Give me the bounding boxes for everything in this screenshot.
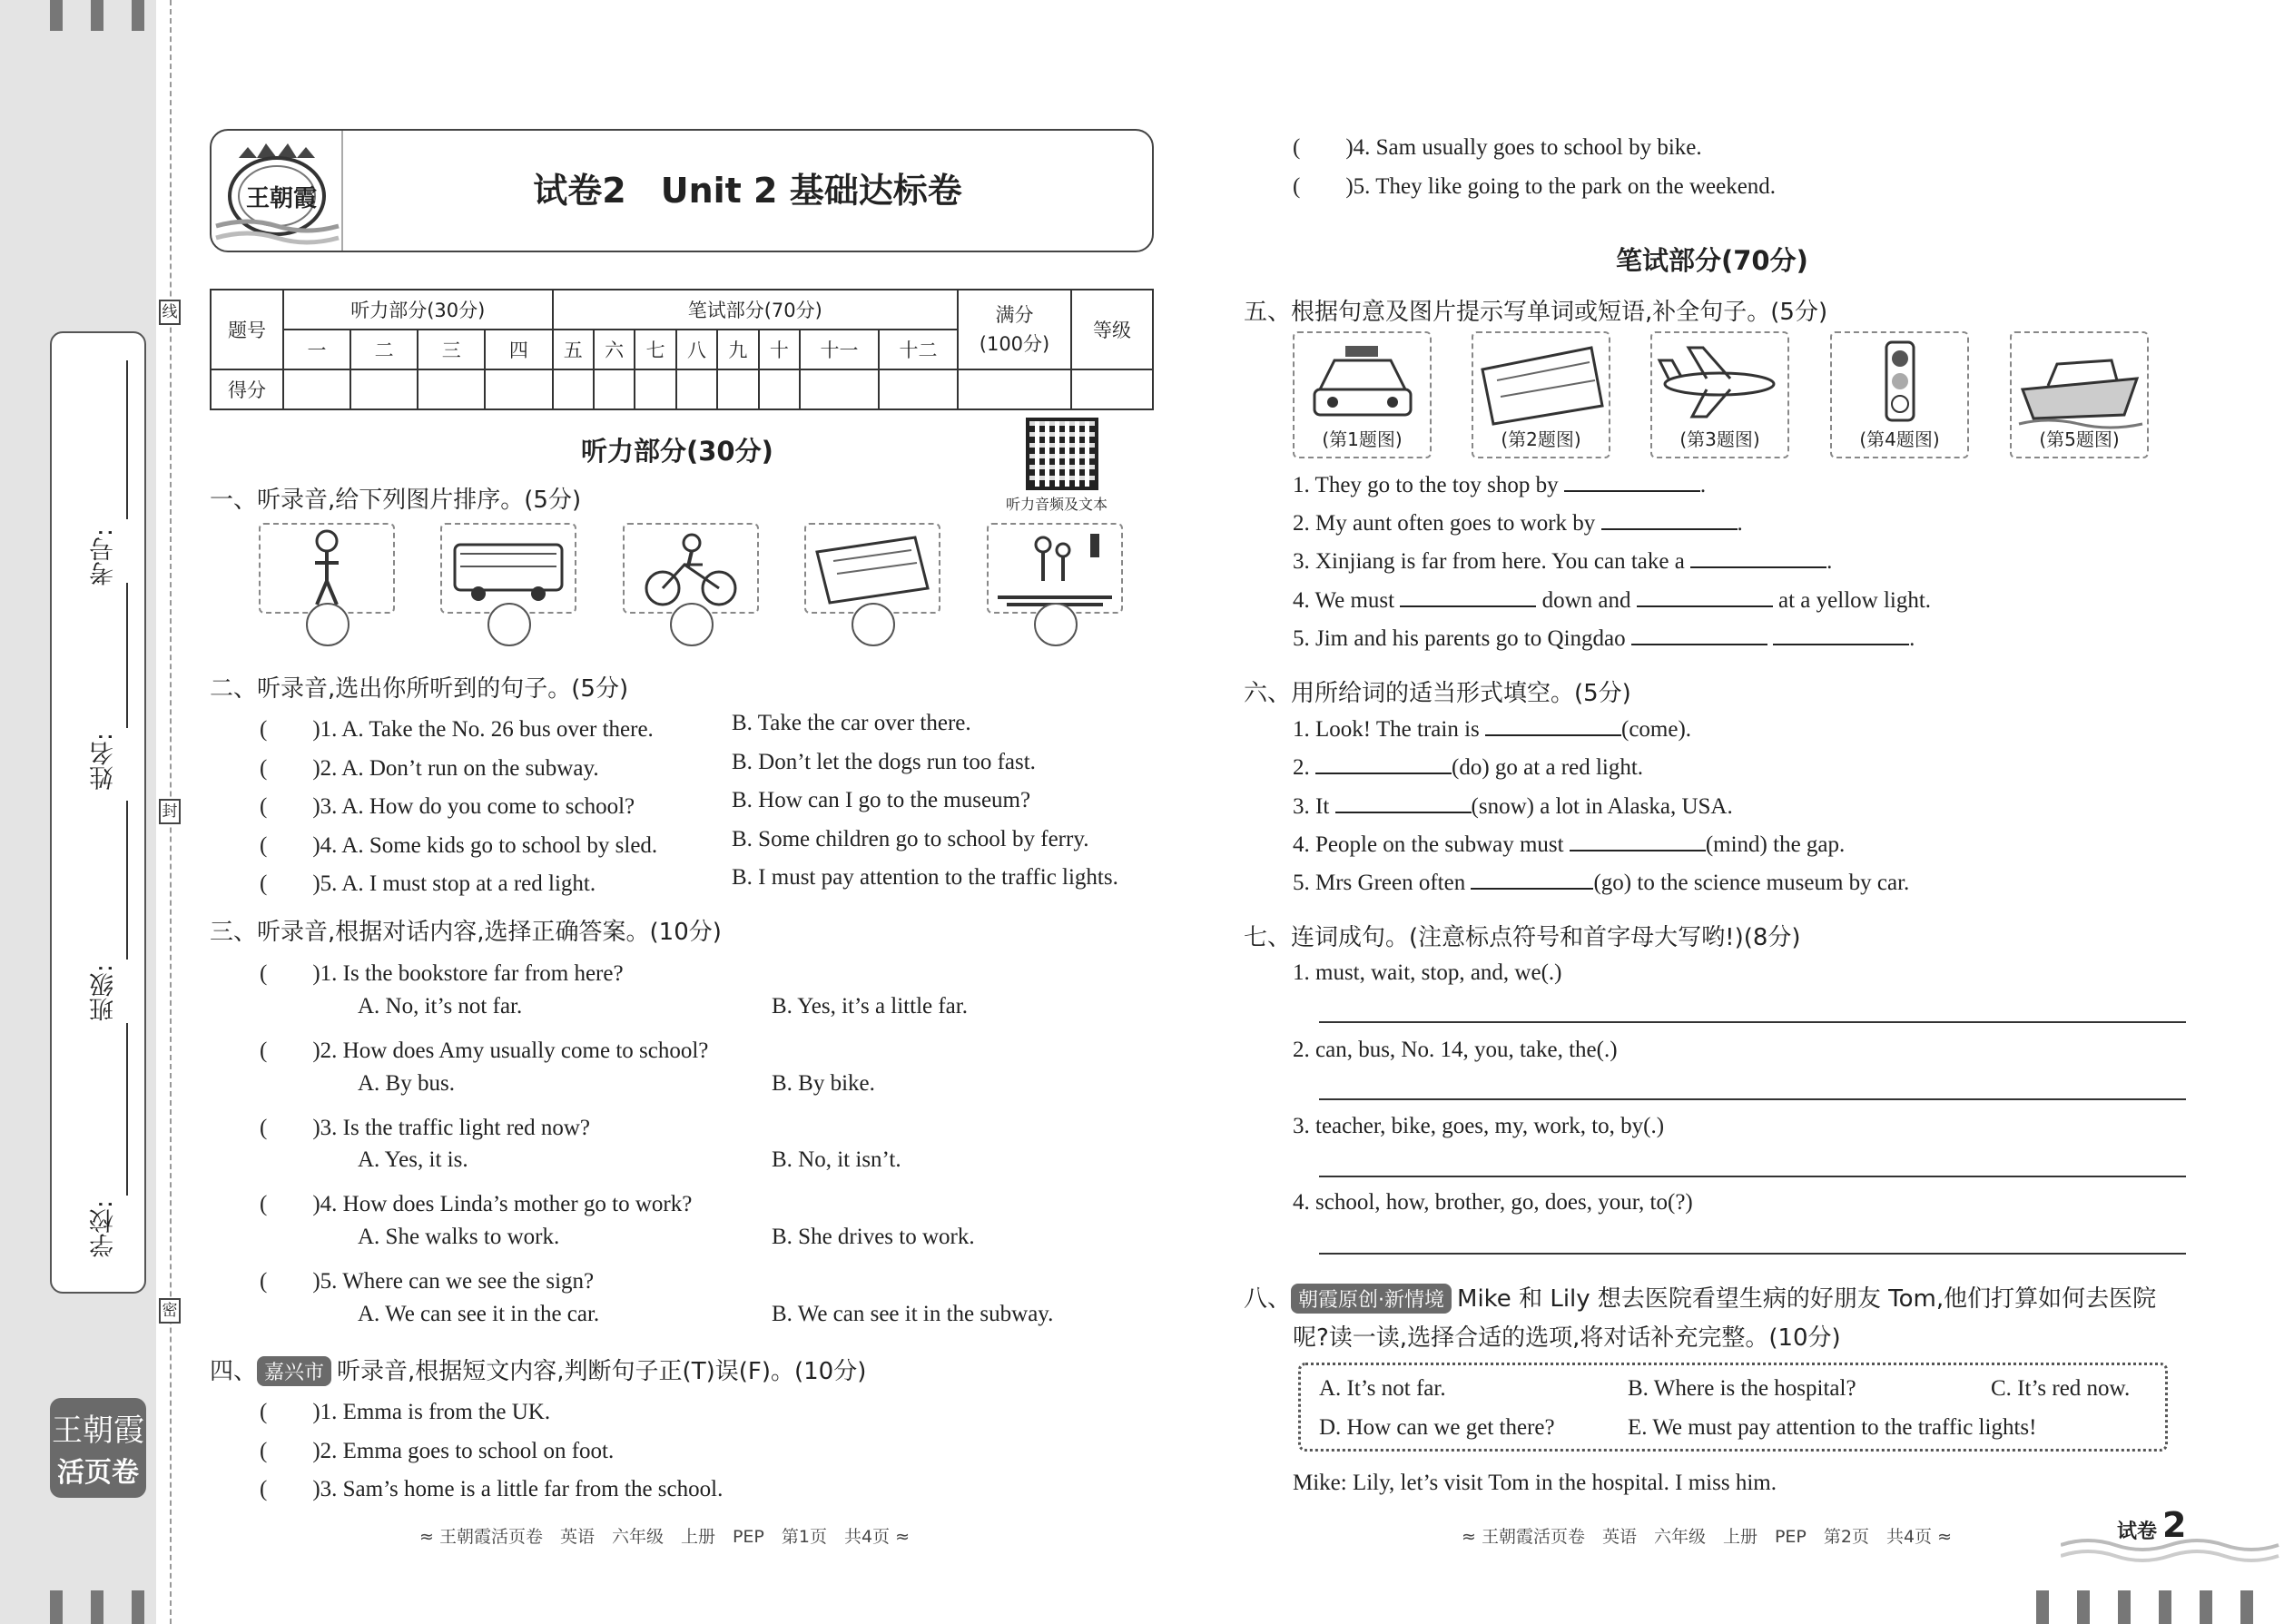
boy-walking-icon [259, 523, 395, 614]
subway-train-icon: (第2题图) [1472, 331, 1610, 458]
student-info-box [50, 331, 146, 1294]
s4-q5[interactable]: ( )5. They like going to the park on the weekend. [1293, 174, 1777, 199]
plane-icon: (第3题图) [1650, 331, 1789, 458]
s6-q5[interactable]: 5. Mrs Green often (go) to the science museum by car. [1293, 871, 1910, 895]
class-label: 班级: [90, 964, 118, 1022]
s6-q1[interactable]: 1. Look! The train is (come). [1293, 717, 1692, 742]
s3-q3-b: B. No, it isn’t. [772, 1147, 901, 1172]
s6-q4[interactable]: 4. People on the subway must (mind) the gap. [1293, 832, 1846, 857]
bus-icon [440, 523, 576, 614]
option-e: E. We must pay attention to the traffic lights! [1628, 1415, 2037, 1440]
order-circle-2[interactable] [487, 603, 531, 646]
page-badge: 试卷 2 [2061, 1509, 2294, 1563]
qr-code[interactable] [1026, 418, 1098, 490]
score-table: 题号 听力部分(30分) 笔试部分(70分) 满分 (100分) 等级 一 二 三 四 五 六 七 八 九 十 十一 十二 得分 [210, 289, 1154, 410]
s7-q1: 1. must, wait, stop, and, we(.) [1293, 960, 1562, 985]
order-circle-5[interactable] [1034, 603, 1078, 646]
s3-q5[interactable]: ( )5. Where can we see the sign? [260, 1269, 595, 1294]
name-label: 姓名: [90, 733, 118, 791]
footer-left: ≈ 王朝霞活页卷 英语 六年级 上册 PEP 第1页 共4页 ≈ [419, 1527, 911, 1547]
s2-q5[interactable]: ( )5. A. I must stop at a red light. [260, 871, 596, 896]
dialogue-line-1: Mike: Lily, let’s visit Tom in the hospital. I miss him. [1293, 1471, 1777, 1495]
s4-q3[interactable]: ( )3. Sam’s home is a little far from the school. [260, 1477, 724, 1501]
region-tag: 嘉兴市 [257, 1356, 331, 1386]
school-field[interactable] [126, 1023, 128, 1196]
s3-q4-b: B. She drives to work. [772, 1225, 975, 1249]
section-6-title: 六、用所给词的适当形式填空。(5分) [1244, 680, 1631, 707]
s2-q5-b: B. I must pay attention to the traffic lights. [732, 865, 1118, 890]
s7-q4-answer-line[interactable] [1319, 1253, 2186, 1255]
taxi-icon: (第1题图) [1293, 331, 1432, 458]
section-1-title: 一、听录音,给下列图片排序。(5分) [210, 487, 582, 514]
s7-q2: 2. can, bus, No. 14, you, take, the(.) [1293, 1038, 1618, 1062]
crossing-icon [987, 523, 1123, 614]
s7-q2-answer-line[interactable] [1319, 1098, 2186, 1100]
order-circle-4[interactable] [852, 603, 895, 646]
bike-icon [623, 523, 759, 614]
s3-q1-a: A. No, it’s not far. [358, 994, 523, 1019]
cut-mark-feng: 封 [159, 799, 181, 824]
listening-title: 听力部分(30分) [581, 436, 773, 467]
section-4-title: 四、 嘉兴市 听录音,根据短文内容,判断句子正(T)误(F)。(10分) [210, 1358, 867, 1385]
section-8-title-2: 呢?读一读,选择合适的选项,将对话补充完整。(10分) [1293, 1324, 1841, 1352]
s6-q3[interactable]: 3. It (snow) a lot in Alaska, USA. [1293, 794, 1733, 819]
order-circle-3[interactable] [670, 603, 714, 646]
exam-no-label: 考号: [90, 528, 118, 586]
section-3-title: 三、听录音,根据对话内容,选择正确答案。(10分) [210, 919, 722, 946]
options-box [1298, 1363, 2168, 1452]
s2-q2[interactable]: ( )2. A. Don’t run on the subway. [260, 756, 599, 781]
cut-mark-xian: 线 [159, 300, 181, 325]
subway-icon [804, 523, 940, 614]
qr-caption: 听力音频及文本 [1006, 496, 1108, 513]
s5-q2[interactable]: 2. My aunt often goes to work by . [1293, 511, 1743, 536]
s5-q5[interactable]: 5. Jim and his parents go to Qingdao . [1293, 626, 1915, 651]
s3-q2-a: A. By bus. [358, 1071, 455, 1096]
s7-q3: 3. teacher, bike, goes, my, work, to, by(.) [1293, 1114, 1665, 1138]
s2-q2-b: B. Don’t let the dogs run too fast. [732, 750, 1036, 774]
option-b: B. Where is the hospital? [1628, 1376, 1856, 1401]
s7-q1-answer-line[interactable] [1319, 1021, 2186, 1023]
class-field[interactable] [126, 801, 128, 960]
s3-q3[interactable]: ( )3. Is the traffic light red now? [260, 1116, 591, 1140]
ship-icon: (第5题图) [2010, 331, 2149, 458]
s3-q1-b: B. Yes, it’s a little far. [772, 994, 968, 1019]
name-field[interactable] [126, 583, 128, 728]
s3-q5-b: B. We can see it in the subway. [772, 1302, 1054, 1326]
s4-q4[interactable]: ( )4. Sam usually goes to school by bike. [1293, 135, 1702, 160]
brand-logo: 王朝霞 活页卷 [50, 1398, 146, 1498]
section-2-title: 二、听录音,选出你所听到的句子。(5分) [210, 675, 629, 703]
section-7-title: 七、连词成句。(注意标点符号和首字母大写哟!)(8分) [1244, 924, 1801, 951]
s4-q2[interactable]: ( )2. Emma goes to school on foot. [260, 1439, 615, 1463]
order-circle-1[interactable] [306, 603, 350, 646]
school-label: 学校: [90, 1200, 118, 1258]
s3-q3-a: A. Yes, it is. [358, 1147, 468, 1172]
s2-q4[interactable]: ( )4. A. Some kids go to school by sled. [260, 833, 658, 858]
exam-no-field[interactable] [126, 360, 128, 519]
s7-q3-answer-line[interactable] [1319, 1176, 2186, 1177]
s3-q4-a: A. She walks to work. [358, 1225, 560, 1249]
s5-q3[interactable]: 3. Xinjiang is far from here. You can take a . [1293, 549, 1833, 574]
s2-q4-b: B. Some children go to school by ferry. [732, 827, 1089, 851]
s4-q1[interactable]: ( )1. Emma is from the UK. [260, 1400, 551, 1424]
title-box [210, 129, 1154, 252]
s2-q1-b: B. Take the car over there. [732, 711, 971, 735]
binding-strip [0, 0, 156, 1624]
s3-q2-b: B. By bike. [772, 1071, 875, 1096]
s5-q4[interactable]: 4. We must down and at a yellow light. [1293, 588, 1932, 613]
s2-q3-b: B. How can I go to the museum? [732, 788, 1031, 812]
cut-mark-mi: 密 [159, 1298, 181, 1324]
section-5-title: 五、根据句意及图片提示写单词或短语,补全句子。(5分) [1244, 299, 1828, 326]
s3-q2[interactable]: ( )2. How does Amy usually come to school? [260, 1038, 709, 1063]
s7-q4: 4. school, how, brother, go, does, your, to(?) [1293, 1190, 1693, 1215]
option-d: D. How can we get there? [1319, 1415, 1555, 1440]
traffic-light-icon: (第4题图) [1830, 331, 1969, 458]
s6-q2[interactable]: 2. (do) go at a red light. [1293, 755, 1644, 780]
s3-q4[interactable]: ( )4. How does Linda’s mother go to work? [260, 1192, 693, 1216]
writing-title: 笔试部分(70分) [1616, 245, 1808, 276]
page-title: 试卷2 Unit 2 基础达标卷 [533, 171, 962, 211]
logo-seal: 王朝霞 [212, 131, 343, 251]
s3-q5-a: A. We can see it in the car. [358, 1302, 600, 1326]
s2-q1[interactable]: ( )1. A. Take the No. 26 bus over there. [260, 717, 654, 742]
original-tag: 朝霞原创·新情境 [1291, 1284, 1452, 1314]
option-c: C. It’s red now. [1991, 1376, 2131, 1401]
footer-right: ≈ 王朝霞活页卷 英语 六年级 上册 PEP 第2页 共4页 ≈ [1462, 1527, 1953, 1547]
s3-q1[interactable]: ( )1. Is the bookstore far from here? [260, 961, 624, 986]
s2-q3[interactable]: ( )3. A. How do you come to school? [260, 794, 635, 819]
section-8-title: 八、 朝霞原创·新情境 Mike 和 Lily 想去医院看望生病的好朋友 Tom,他们打算如何去医院 [1244, 1285, 2157, 1313]
option-a: A. It’s not far. [1319, 1376, 1446, 1401]
s5-q1[interactable]: 1. They go to the toy shop by . [1293, 473, 1707, 497]
